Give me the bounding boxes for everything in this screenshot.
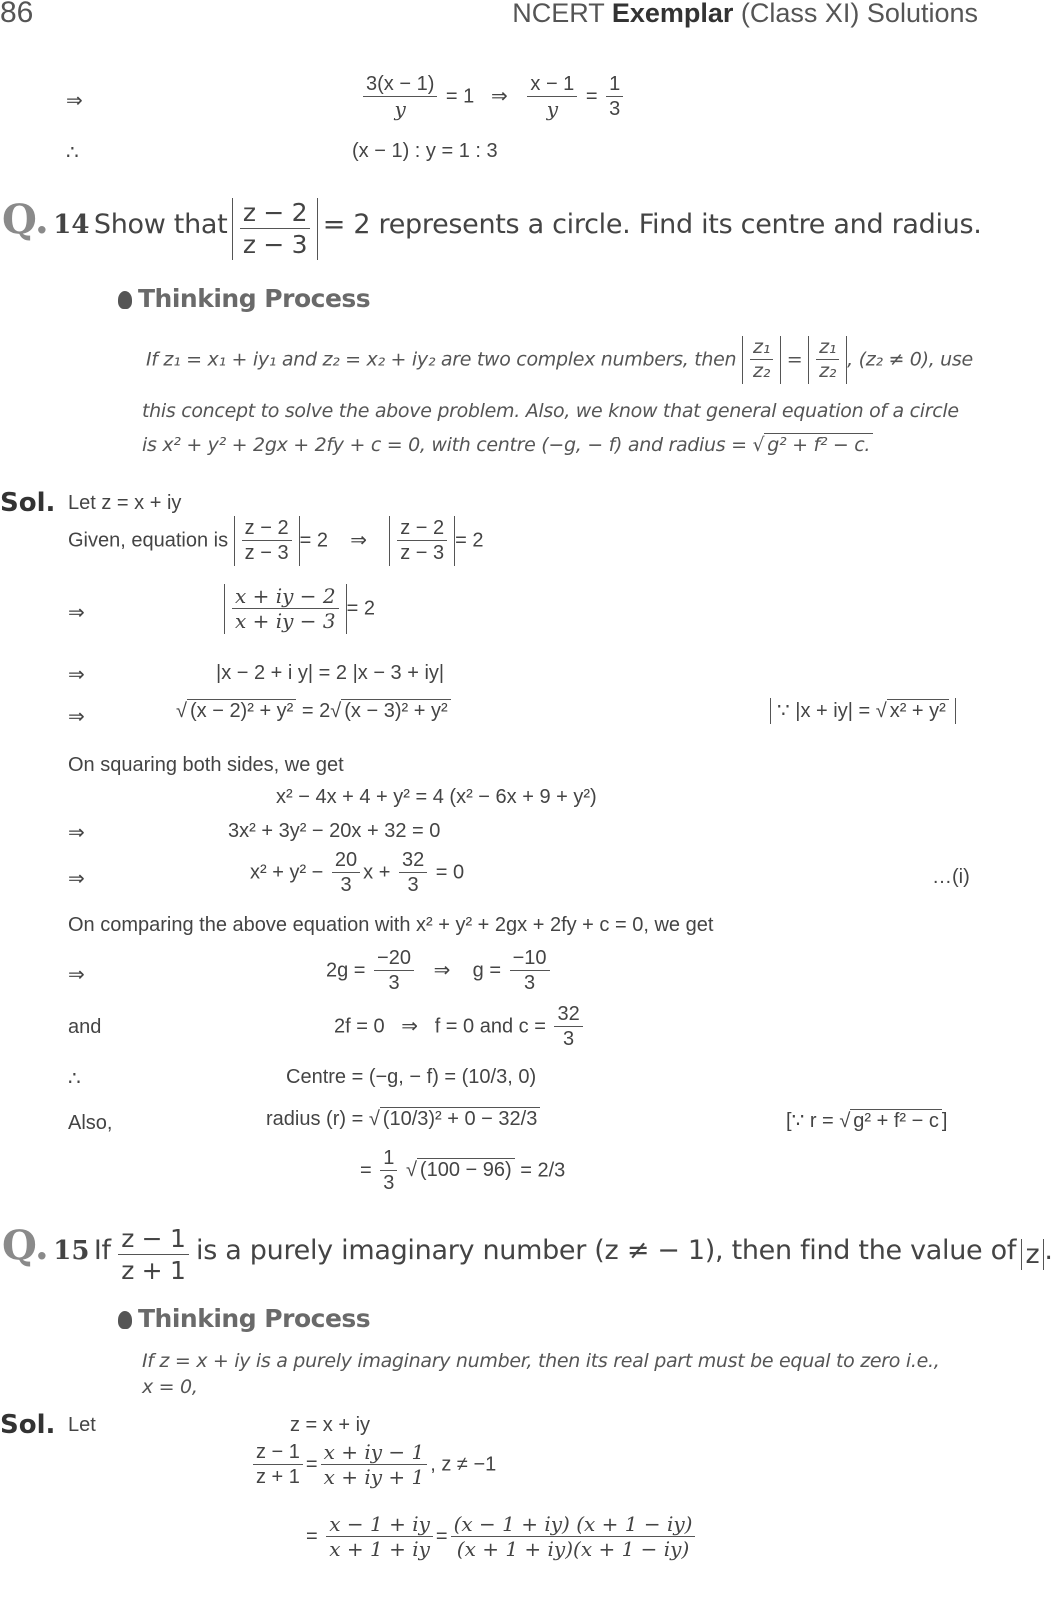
- centre-result: Centre = (−g, − f) = (10/3, 0): [286, 1066, 537, 1088]
- and-label: and: [68, 1016, 102, 1038]
- also-label: Also,: [68, 1112, 113, 1134]
- question-14-heading: Q. 14 Show that $\frac{z - 2}{z - 3}$ = 2 represents a circle. Find its centre and radius.: [2, 196, 982, 259]
- radius-line: radius (r) = √ (10/3)² + 0 − 32/3: [266, 1108, 540, 1131]
- solution-line: $\frac{x + iy - 2}{x + iy - 3}$ = 2: [224, 584, 375, 634]
- book-subtitle: (Class XI) Solutions: [740, 0, 978, 28]
- absolute-fraction: $\frac{z - 2}{z - 3}$: [232, 198, 318, 260]
- implies-symbol: ⇒: [68, 868, 85, 890]
- running-head: [512, 0, 978, 29]
- prev-equation-line: $\frac{3(x - 1)}{y}$ = 1 ⇒ $\frac{x - 1}{y}$ = $\frac{1}{3}$: [360, 72, 626, 122]
- solution-line: x² − 4x + 4 + y² = 4 (x² − 6x + 9 + y²): [276, 786, 597, 808]
- implies-symbol: ⇒: [68, 822, 85, 844]
- solution-line: z = x + iy: [290, 1414, 371, 1436]
- solution-line: √ (x − 2)² + y² = 2√ (x − 3)² + y²: [176, 700, 451, 723]
- implies-symbol: ⇒: [68, 706, 85, 728]
- let-label: Let: [68, 1414, 96, 1436]
- implies-symbol: ⇒: [68, 664, 85, 686]
- equation-tag: …(i): [932, 866, 970, 888]
- lightbulb-icon: [118, 1311, 132, 1329]
- implies-symbol: ⇒: [68, 964, 85, 986]
- thinking-process-line: this concept to solve the above problem. Also, we know that general equation of a circle: [142, 400, 959, 422]
- radius-result: = $\frac{1}{3}$ √ (100 − 96) = 2/3: [360, 1147, 566, 1194]
- solution-line: On squaring both sides, we get: [68, 754, 344, 776]
- fraction: $\frac{x - 1}{y}$: [527, 72, 577, 122]
- thinking-process-line: If z₁ = x₁ + iy₁ and z₂ = x₂ + iy₂ are two complex numbers, then $\frac{\text{z₁}}{\text{z₂}}$ = $\frac{\text{z₁}}{\text{z₂}}$ , (z₂ ≠ 0), use: [146, 336, 973, 382]
- thinking-process-heading: Thinking Process: [118, 284, 370, 313]
- solution-line: On comparing the above equation with x² + y² + 2gx + 2fy + c = 0, we get: [68, 914, 714, 936]
- series-name: NCERT: [512, 0, 605, 28]
- solution-label: Sol.: [0, 1410, 56, 1440]
- thinking-process-line: is x² + y² + 2gx + 2fy + c = 0, with centre (−g, − f) and radius = √ g² + f² − c.: [142, 434, 873, 456]
- page-number: 86: [0, 0, 34, 29]
- fraction: $\frac{3(x - 1)}{y}$: [363, 72, 437, 122]
- brand-name: Exemplar: [611, 0, 734, 28]
- question-number: 15: [53, 1236, 90, 1266]
- side-note: ∵ |x + iy| = √ x² + y²: [770, 698, 956, 723]
- side-note: [∵ r = √ g² + f² − c ]: [786, 1110, 948, 1132]
- solution-line: $\frac{z - 1}{z + 1}$ = $\frac{x + iy - 1}{x + iy + 1}$ , z ≠ −1: [250, 1440, 496, 1490]
- question-mark-label: Q.: [2, 196, 49, 243]
- solution-line: x² + y² − $\frac{20}{3}$ x + $\frac{32}{3}$ = 0: [250, 849, 465, 896]
- solution-line: |x − 2 + i y| = 2 |x − 3 + iy|: [216, 662, 445, 684]
- thinking-process-heading: Thinking Process: [118, 1304, 370, 1333]
- thinking-process-line: x = 0,: [142, 1376, 198, 1398]
- therefore-symbol: ∴: [68, 1068, 81, 1090]
- solution-line: 2f = 0 ⇒ f = 0 and c = $\frac{32}{3}$: [334, 1002, 586, 1052]
- solution-line: 3x² + 3y² − 20x + 32 = 0: [228, 820, 441, 842]
- solution-line: = $\frac{x - 1 + iy}{x + 1 + iy}$ = $\frac{(x - 1 + iy) (x + 1 - iy)}{(x + 1 + iy)(x + 1 - iy)}$: [306, 1512, 698, 1562]
- ratio-result: (x − 1) : y = 1 : 3: [352, 140, 498, 162]
- solution-line: 2g = $\frac{-20}{3}$ ⇒ g = $\frac{-10}{3}$: [326, 946, 553, 996]
- thinking-process-line: If z = x + iy is a purely imaginary number, then its real part must be equal to zero i.e.,: [142, 1350, 940, 1372]
- question-15-heading: Q. 15 If $\frac{z - 1}{z + 1}$ is a purely imaginary number (z ≠ − 1), then find the value of z .: [2, 1222, 1053, 1285]
- question-mark-label: Q.: [2, 1222, 49, 1269]
- fraction: $\frac{1}{3}$: [606, 72, 623, 122]
- implies-symbol: ⇒: [68, 602, 85, 624]
- solution-label: Sol.: [0, 488, 56, 518]
- therefore-symbol: ∴: [66, 142, 79, 164]
- lightbulb-icon: [118, 291, 132, 309]
- solution-line: Given, equation is $\frac{z - 2}{z - 3}$ = 2 ⇒ $\frac{z - 2}{z - 3}$ = 2: [68, 517, 484, 564]
- implies-symbol: ⇒: [66, 90, 83, 112]
- solution-line: Let z = x + iy: [68, 492, 182, 514]
- question-number: 14: [53, 210, 90, 240]
